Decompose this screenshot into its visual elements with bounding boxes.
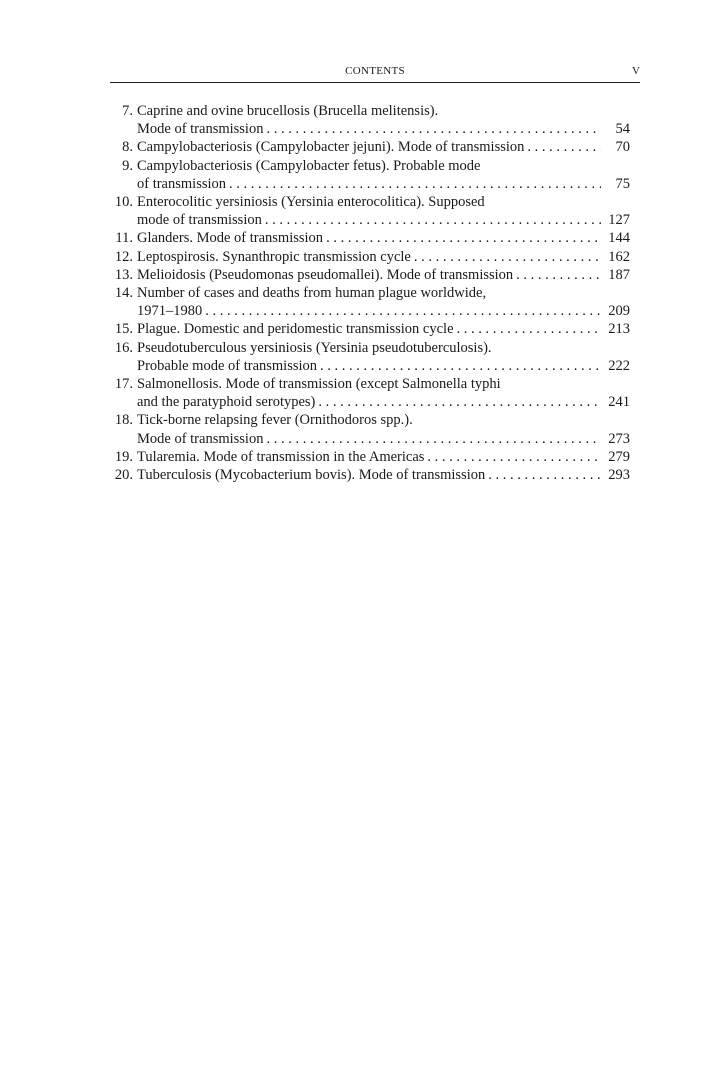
entry-number: 11. [115,230,133,247]
entry-line [137,120,630,138]
entry-number: 20. [114,467,133,484]
dot-leader [414,248,601,266]
entry-page-number: 293 [608,467,630,484]
entry-line [137,157,630,175]
entry-page-number: 241 [608,394,630,411]
entry-number: 19. [114,448,133,465]
entry-line [137,175,630,193]
entry-line [137,138,630,156]
contents-entry [110,375,630,411]
contents-entry [110,193,630,229]
entry-line [137,266,630,284]
entry-title-text: 1971–1980 [137,303,203,320]
contents-entry [110,102,630,138]
entry-title-text: and the paratyphoid serotypes) [137,394,316,411]
dot-leader [527,138,601,156]
entry-number: 14. [114,285,133,302]
dot-leader [516,266,601,284]
entry-line [137,284,630,302]
entry-line [137,448,630,466]
entry-line [137,193,630,211]
entry-line [137,102,630,120]
entry-number: 10. [114,194,133,211]
entry-line [137,211,630,229]
entry-line [137,466,630,484]
entry-title-text: Leptospirosis. Synanthropic transmission cycle [137,248,411,265]
contents-entry [110,266,630,284]
entry-title-text: Melioidosis (Pseudomonas pseudomallei). Mode of transmission [137,266,514,283]
entry-page-number: 75 [615,175,630,192]
entry-page-number: 273 [608,430,630,447]
entry-title-text: Probable mode of transmission [137,357,318,374]
entry-line [137,248,630,266]
entry-page-number: 222 [608,357,630,374]
entry-title-text: Caprine and ovine brucellosis (Brucella melitensis). [137,103,439,119]
entry-page-number: 144 [608,230,630,247]
contents-entry [110,284,630,320]
entry-title-text: Pseudotuberculous yersiniosis (Yersinia pseudotuberculosis). [137,339,492,356]
entry-line [137,375,630,393]
entry-title-text: Mode of transmission [137,121,264,138]
entry-page-number: 127 [608,212,630,229]
contents-entry [110,248,630,266]
entry-page-number: 209 [608,303,630,320]
contents-entry [110,339,630,375]
dot-leader [266,120,601,138]
dot-leader [320,357,601,375]
dot-leader [266,430,601,448]
entry-title-text: Enterocolitic yersiniosis (Yersinia enterocolitica). Supposed [137,194,485,211]
entry-title-text: Tuberculosis (Mycobacterium bovis). Mode of transmission [137,467,486,484]
contents-entry [110,138,630,156]
contents-entry [110,320,630,338]
entry-line [137,393,630,411]
entry-page-number: 187 [608,266,630,283]
entry-page-number: 162 [608,248,630,265]
running-head [110,64,640,83]
entry-number: 17. [114,376,133,393]
contents-entry [110,411,630,447]
entry-title-text: Number of cases and deaths from human plague worldwide, [137,285,487,302]
dot-leader [265,211,601,229]
entry-line [137,411,630,429]
running-head-title: CONTENTS [345,65,405,77]
dot-leader [488,466,601,484]
entry-number: 12. [114,248,133,265]
entry-title-text: mode of transmission [137,212,262,229]
entry-title-text: of transmission [137,175,227,192]
entry-number: 8. [122,139,133,156]
entry-title-text: Tick-borne relapsing fever (Ornithodoros spp.). [137,412,413,429]
page-folio: V [632,65,640,77]
entry-title-text: Mode of transmission [137,430,264,447]
entry-page-number: 213 [608,321,630,338]
contents-entry [110,466,630,484]
contents-entry [110,229,630,247]
entry-number: 16. [114,339,133,356]
entry-line [137,339,630,357]
entry-title-text: Glanders. Mode of transmission [137,230,324,247]
entry-number: 15. [114,321,133,338]
entry-page-number: 70 [615,139,630,156]
entry-title-text: Campylobacteriosis (Campylobacter fetus). Probable mode [137,157,481,174]
contents-entry [110,448,630,466]
dot-leader [229,175,601,193]
entry-page-number: 279 [608,448,630,465]
entry-line [137,229,630,247]
entry-title-text: Tularemia. Mode of transmission in the Americas [137,448,425,465]
dot-leader [318,393,601,411]
entry-title-text: Salmonellosis. Mode of transmission (except Salmonella typhi [137,376,501,393]
dot-leader [427,448,601,466]
entry-title-text: Plague. Domestic and peridomestic transmission cycle [137,321,454,338]
entry-title-text: Campylobacteriosis (Campylobacter jejuni). Mode of transmission [137,139,525,156]
entry-number: 13. [114,266,133,283]
dot-leader [457,320,601,338]
entry-page-number: 54 [615,121,630,138]
entry-line [137,302,630,320]
dot-leader [205,302,601,320]
entry-line [137,320,630,338]
entry-line [137,430,630,448]
entry-line [137,357,630,375]
entry-number: 18. [114,412,133,429]
entry-number: 9. [122,157,133,174]
contents-list [110,102,630,484]
entry-number: 7. [122,103,133,119]
contents-entry [110,157,630,193]
dot-leader [326,229,601,247]
